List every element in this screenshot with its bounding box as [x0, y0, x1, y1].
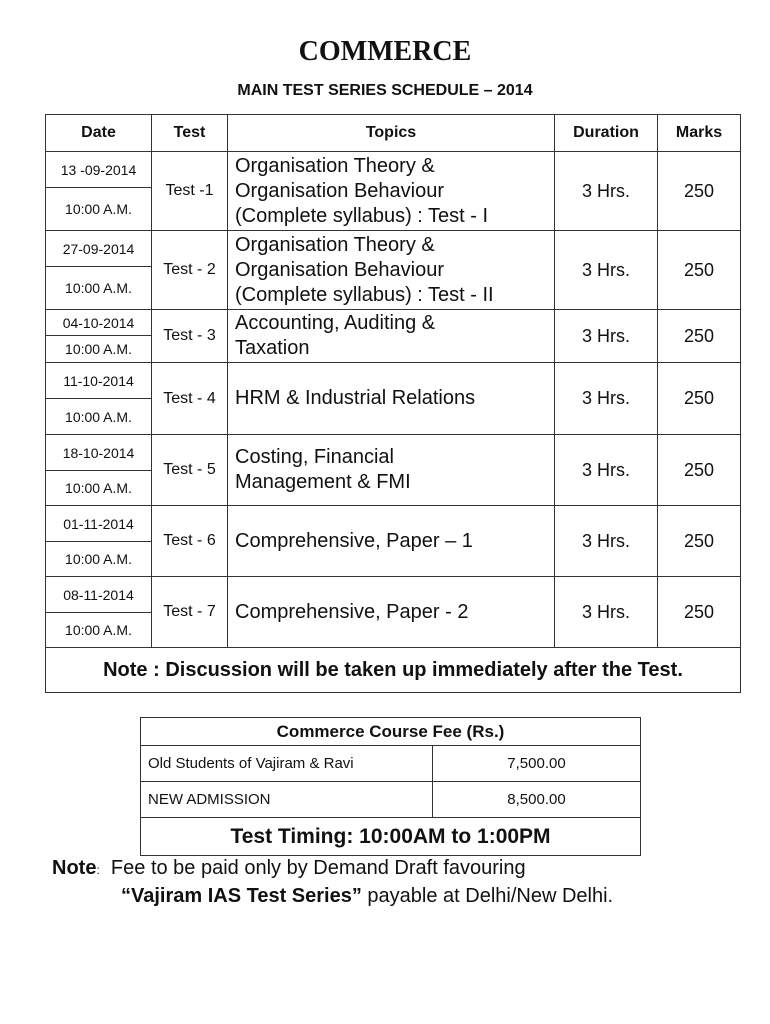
test-marks: 250	[658, 152, 741, 231]
test-name: Test - 6	[152, 506, 228, 577]
payment-note-line1	[52, 855, 613, 883]
test-topics	[228, 152, 555, 231]
topic-line: Organisation Behaviour	[235, 258, 445, 281]
fee-amount: 7,500.00	[433, 746, 641, 782]
topic-line: (Complete syllabus) : Test - I	[235, 204, 489, 227]
header-topics: Topics	[228, 115, 555, 152]
note-text-line1: Fee to be paid only by Demand Draft favouring	[110, 857, 526, 879]
test-marks: 250	[658, 506, 741, 577]
schedule-table	[45, 114, 741, 693]
test-topics	[228, 506, 555, 577]
test-date: 08-11-2014	[46, 577, 152, 613]
document-subtitle: MAIN TEST SERIES SCHEDULE – 2014	[237, 82, 533, 99]
note-colon: :	[96, 863, 100, 877]
test-topics	[228, 231, 555, 310]
schedule-row	[46, 506, 741, 542]
test-name: Test - 7	[152, 577, 228, 648]
schedule-row	[46, 363, 741, 399]
topic-line: Organisation Theory &	[235, 154, 435, 177]
fee-row	[141, 782, 641, 818]
topic-line: Comprehensive, Paper - 2	[235, 600, 469, 623]
test-duration: 3 Hrs.	[555, 506, 658, 577]
schedule-row	[46, 310, 741, 336]
test-date: 11-10-2014	[46, 363, 152, 399]
fee-table	[140, 717, 641, 856]
test-duration: 3 Hrs.	[555, 231, 658, 310]
header-test: Test	[152, 115, 228, 152]
test-name: Test - 5	[152, 435, 228, 506]
test-time: 10:00 A.M.	[46, 336, 152, 363]
schedule-note: Note : Discussion will be taken up immediately after the Test.	[46, 648, 741, 693]
topic-line: Comprehensive, Paper – 1	[235, 529, 473, 552]
topic-line: (Complete syllabus) : Test - II	[235, 283, 494, 306]
note-text-line2: payable at Delhi/New Delhi.	[361, 885, 614, 907]
test-topics	[228, 310, 555, 363]
schedule-row	[46, 231, 741, 267]
test-duration: 3 Hrs.	[555, 310, 658, 363]
test-time: 10:00 A.M.	[46, 613, 152, 648]
test-time: 10:00 A.M.	[46, 471, 152, 506]
fee-timing-row	[141, 818, 641, 856]
test-marks: 250	[658, 363, 741, 435]
test-time: 10:00 A.M.	[46, 542, 152, 577]
test-duration: 3 Hrs.	[555, 152, 658, 231]
fee-label: NEW ADMISSION	[141, 782, 433, 818]
schedule-body	[46, 152, 741, 648]
topic-line: Management & FMI	[235, 471, 411, 493]
test-date: 01-11-2014	[46, 506, 152, 542]
payment-note-line2	[52, 883, 613, 909]
topic-line: Organisation Theory &	[235, 233, 435, 256]
test-topics	[228, 577, 555, 648]
header-marks: Marks	[658, 115, 741, 152]
header-duration: Duration	[555, 115, 658, 152]
schedule-row	[46, 152, 741, 188]
test-date: 04-10-2014	[46, 310, 152, 336]
test-name: Test - 3	[152, 310, 228, 363]
note-label: Note	[52, 857, 97, 879]
payee-name: “Vajiram IAS Test Series”	[121, 885, 362, 907]
schedule-row	[46, 435, 741, 471]
test-marks: 250	[658, 435, 741, 506]
schedule-row	[46, 577, 741, 613]
test-time: 10:00 A.M.	[46, 399, 152, 435]
test-marks: 250	[658, 577, 741, 648]
test-duration: 3 Hrs.	[555, 363, 658, 435]
schedule-note-row	[46, 648, 741, 693]
payment-note	[52, 855, 613, 909]
fee-heading-row	[141, 718, 641, 746]
test-date: 27-09-2014	[46, 231, 152, 267]
test-time: 10:00 A.M.	[46, 188, 152, 231]
test-time: 10:00 A.M.	[46, 267, 152, 310]
test-duration: 3 Hrs.	[555, 435, 658, 506]
test-date: 18-10-2014	[46, 435, 152, 471]
test-marks: 250	[658, 231, 741, 310]
schedule-header-row	[46, 115, 741, 152]
fee-amount: 8,500.00	[433, 782, 641, 818]
test-timing: Test Timing: 10:00AM to 1:00PM	[141, 818, 641, 856]
test-date: 13 -09-2014	[46, 152, 152, 188]
topic-line: HRM & Industrial Relations	[235, 387, 476, 409]
fee-heading: Commerce Course Fee (Rs.)	[141, 718, 641, 746]
topic-line: Organisation Behaviour	[235, 179, 445, 202]
test-marks: 250	[658, 310, 741, 363]
test-duration: 3 Hrs.	[555, 577, 658, 648]
topic-line: Costing, Financial	[235, 446, 394, 468]
test-name: Test - 4	[152, 363, 228, 435]
header-date: Date	[46, 115, 152, 152]
test-name: Test -1	[152, 152, 228, 231]
document-title: COMMERCE	[298, 36, 472, 67]
fee-label: Old Students of Vajiram & Ravi	[141, 746, 433, 782]
topic-line: Accounting, Auditing &	[235, 312, 436, 334]
test-name: Test - 2	[152, 231, 228, 310]
fee-row	[141, 746, 641, 782]
test-topics	[228, 435, 555, 506]
test-topics	[228, 363, 555, 435]
topic-line: Taxation	[235, 337, 310, 359]
